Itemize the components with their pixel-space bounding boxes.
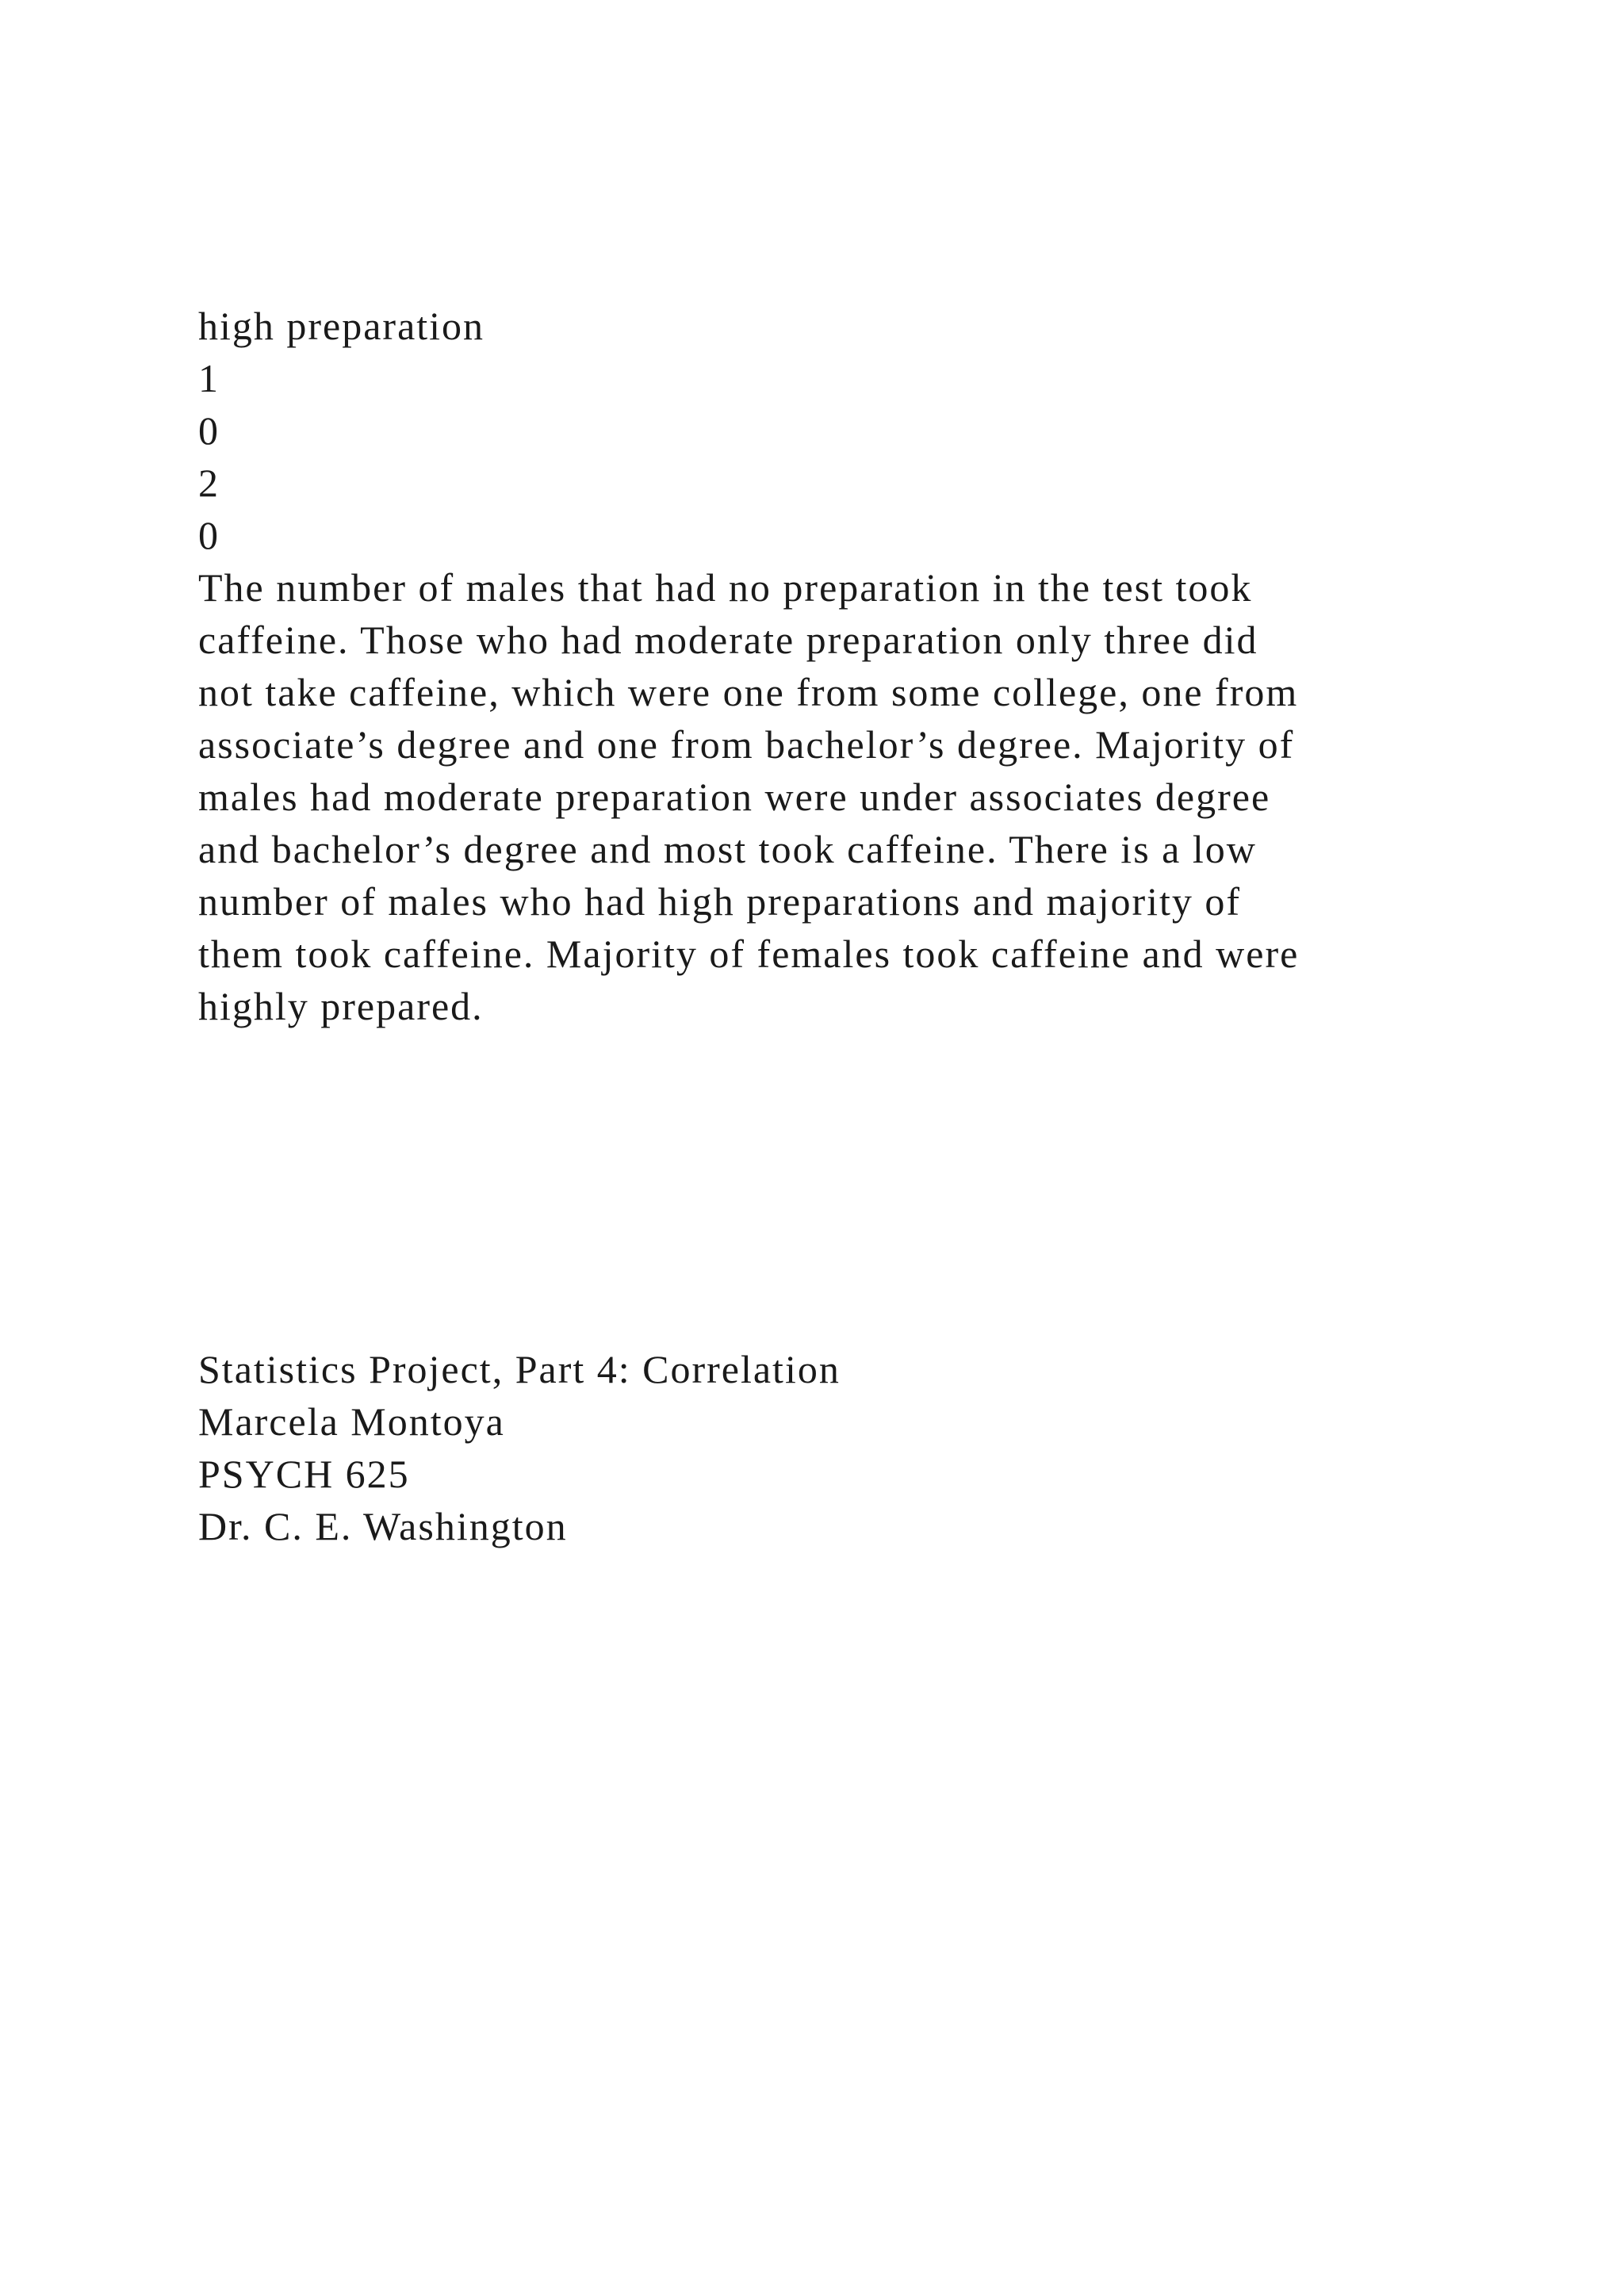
summary-line: associate’s degree and one from bachelor’s degree. Majority of xyxy=(198,722,1295,767)
course-code: PSYCH 625 xyxy=(198,1452,410,1496)
instructor-name: Dr. C. E. Washington xyxy=(198,1504,568,1548)
summary-line: caffeine. Those who had moderate preparation only three did xyxy=(198,618,1258,662)
table-fragment-and-summary xyxy=(198,300,1435,1032)
summary-line: highly prepared. xyxy=(198,984,484,1028)
document-title: Statistics Project, Part 4: Correlation xyxy=(198,1347,841,1391)
summary-line: males had moderate preparation were under associates degree xyxy=(198,775,1271,819)
table-value: 0 xyxy=(198,408,220,453)
table-value: 0 xyxy=(198,513,220,557)
author-name: Marcela Montoya xyxy=(198,1399,505,1444)
row-label: high preparation xyxy=(198,304,485,348)
table-value: 1 xyxy=(198,356,220,400)
summary-line: not take caffeine, which were one from some college, one from xyxy=(198,670,1299,714)
cover-info xyxy=(198,1343,1435,1552)
summary-line: number of males who had high preparations and majority of xyxy=(198,879,1242,924)
summary-line: The number of males that had no preparation in the test took xyxy=(198,565,1253,610)
summary-line: and bachelor’s degree and most took caffeine. There is a low xyxy=(198,827,1257,871)
summary-line: them took caffeine. Majority of females took caffeine and were xyxy=(198,932,1300,976)
table-value: 2 xyxy=(198,461,220,505)
